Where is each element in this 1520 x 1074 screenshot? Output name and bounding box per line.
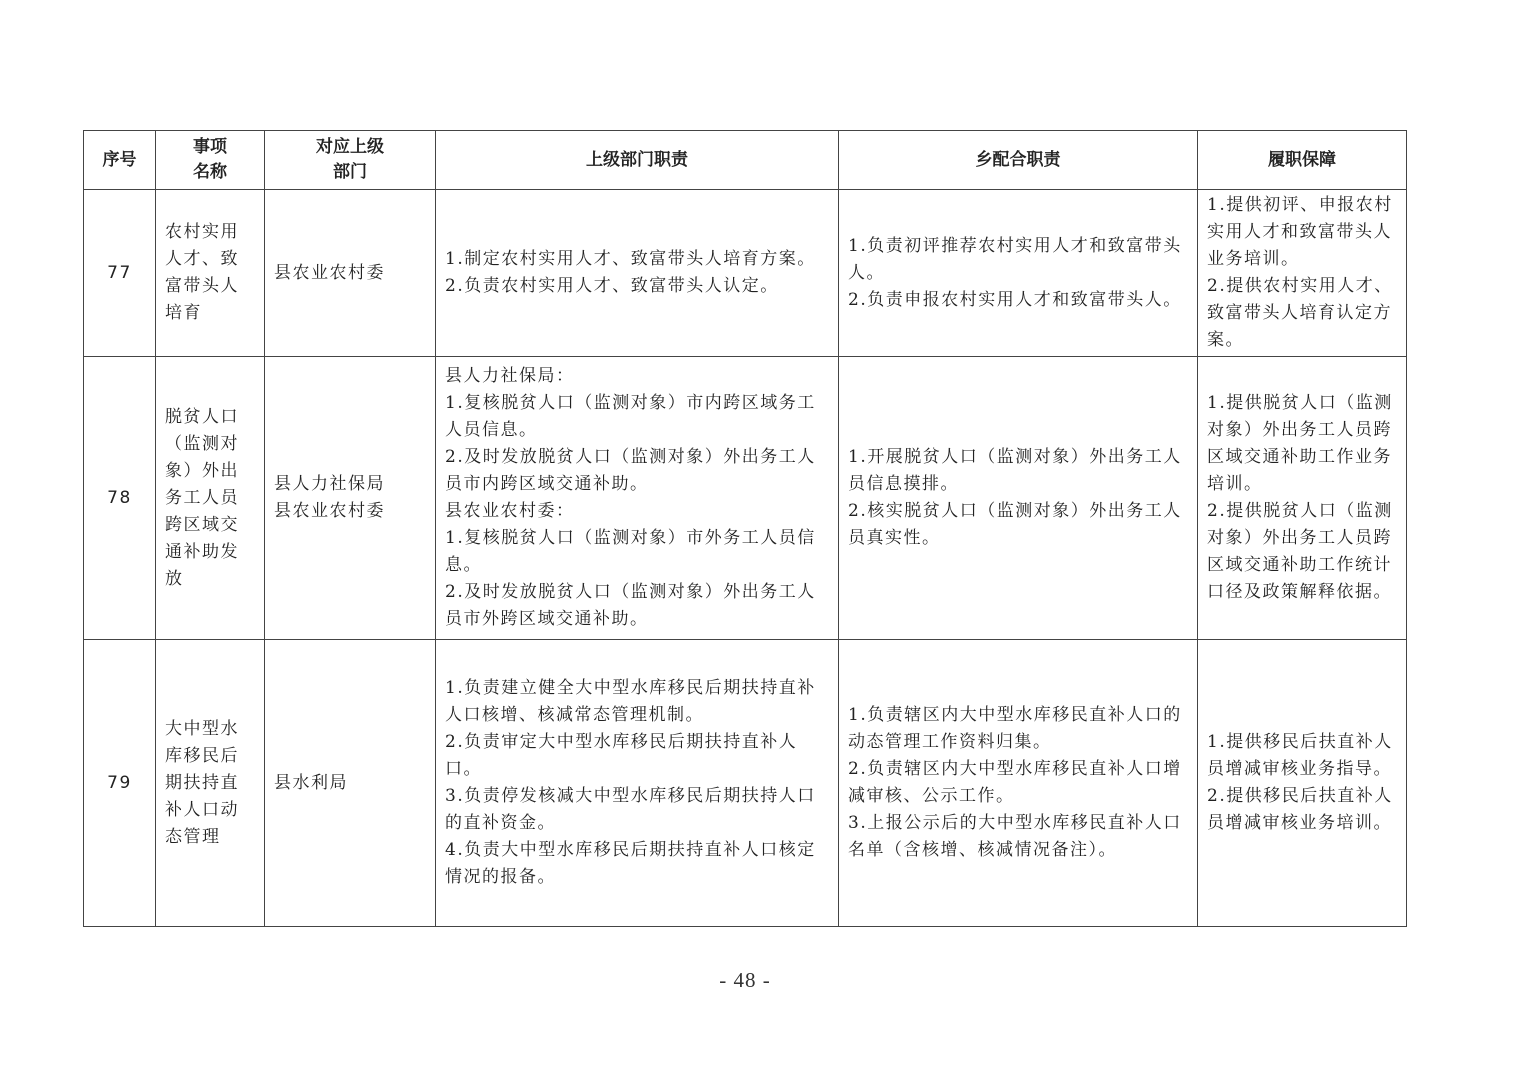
duty-line: 2.负责农村实用人才、致富带头人认定。: [445, 276, 779, 296]
cell-item-name: 大中型水库移民后期扶持直补人口动态管理: [156, 640, 265, 927]
duty-line: 1.负责建立健全大中型水库移民后期扶持直补人口核增、核减常态管理机制。: [445, 678, 816, 725]
responsibility-table: [83, 130, 1407, 927]
duty-line: 1.复核脱贫人口（监测对象）市内跨区域务工人员信息。: [445, 393, 816, 440]
cell-upper-duty: [436, 357, 839, 640]
duty-line: 3.负责停发核减大中型水库移民后期扶持人口的直补资金。: [445, 786, 816, 833]
duty-line: 3.上报公示后的大中型水库移民直补人口名单（含核增、核减情况备注）。: [848, 813, 1182, 860]
cell-guarantee: [1198, 640, 1407, 927]
duty-line: 2.负责辖区内大中型水库移民直补人口增减审核、公示工作。: [848, 759, 1182, 806]
duty-line: 2.负责申报农村实用人才和致富带头人。: [848, 289, 1182, 310]
duty-line: 2.及时发放脱贫人口（监测对象）外出务工人员市外跨区域交通补助。: [445, 582, 816, 629]
duty-line: 1.复核脱贫人口（监测对象）市外务工人员信息。: [445, 528, 816, 575]
guarantee-line: 1.提供脱贫人口（监测对象）外出务工人员跨区域交通补助工作业务培训。: [1207, 393, 1393, 494]
header-town-duty: 乡配合职责: [839, 131, 1198, 190]
cell-town-duty: [839, 357, 1198, 640]
duty-line: 4.负责大中型水库移民后期扶持直补人口核定情况的报备。: [445, 840, 816, 887]
duty-line: 县农业农村委：: [445, 501, 575, 521]
cell-item-name: 农村实用人才、致富带头人培育: [156, 190, 265, 357]
table-row: [84, 357, 1407, 640]
cell-seq: 79: [84, 640, 156, 927]
table-row: [84, 190, 1407, 357]
header-seq: 序号: [84, 131, 156, 190]
duty-line: 1.负责初评推荐农村实用人才和致富带头人。: [848, 235, 1182, 283]
duty-line: 1.负责辖区内大中型水库移民直补人口的动态管理工作资料归集。: [848, 705, 1182, 752]
duty-line: 2.负责审定大中型水库移民后期扶持直补人口。: [445, 732, 798, 779]
dept-line: 县农业农村委: [274, 501, 385, 521]
duty-line: 县人力社保局：: [445, 366, 575, 386]
header-name-line: 名称: [193, 162, 227, 182]
cell-upper-duty: [436, 190, 839, 357]
table-row: [84, 640, 1407, 927]
dept-line: 县水利局: [274, 772, 348, 793]
cell-town-duty: [839, 640, 1198, 927]
cell-dept: [265, 190, 436, 357]
cell-item-name: 脱贫人口（监测对象）外出务工人员跨区域交通补助发放: [156, 357, 265, 640]
duty-line: 1.制定农村实用人才、致富带头人培育方案。: [445, 249, 816, 269]
header-name: [156, 131, 265, 190]
guarantee-line: 1.提供初评、申报农村实用人才和致富带头人业务培训。: [1207, 195, 1393, 269]
duty-line: 1.开展脱贫人口（监测对象）外出务工人员信息摸排。: [848, 447, 1182, 494]
guarantee-line: 1.提供移民后扶直补人员增减审核业务指导。: [1207, 732, 1393, 779]
guarantee-line: 2.提供移民后扶直补人员增减审核业务培训。: [1207, 786, 1393, 833]
header-upper-duty: 上级部门职责: [436, 131, 839, 190]
cell-guarantee: [1198, 357, 1407, 640]
cell-dept: [265, 640, 436, 927]
cell-seq: 77: [84, 190, 156, 357]
header-name-line: 事项: [193, 137, 227, 157]
table-header-row: [84, 131, 1407, 190]
dept-line: 县人力社保局: [274, 474, 385, 494]
header-dept-line: 对应上级: [316, 137, 384, 157]
header-dept: [265, 131, 436, 190]
header-guarantee: 履职保障: [1198, 131, 1407, 190]
duty-line: 2.核实脱贫人口（监测对象）外出务工人员真实性。: [848, 501, 1182, 548]
cell-dept: [265, 357, 436, 640]
guarantee-line: 2.提供农村实用人才、致富带头人培育认定方案。: [1207, 276, 1393, 350]
cell-guarantee: [1198, 190, 1407, 357]
header-dept-line: 部门: [333, 162, 367, 182]
guarantee-line: 2.提供脱贫人口（监测对象）外出务工人员跨区域交通补助工作统计口径及政策解释依据。: [1207, 501, 1393, 602]
dept-line: 县农业农村委: [274, 262, 385, 283]
cell-seq: 78: [84, 357, 156, 640]
duty-line: 2.及时发放脱贫人口（监测对象）外出务工人员市内跨区域交通补助。: [445, 447, 816, 494]
cell-town-duty: [839, 190, 1198, 357]
cell-upper-duty: [436, 640, 839, 927]
page-number: - 48 -: [719, 968, 771, 992]
